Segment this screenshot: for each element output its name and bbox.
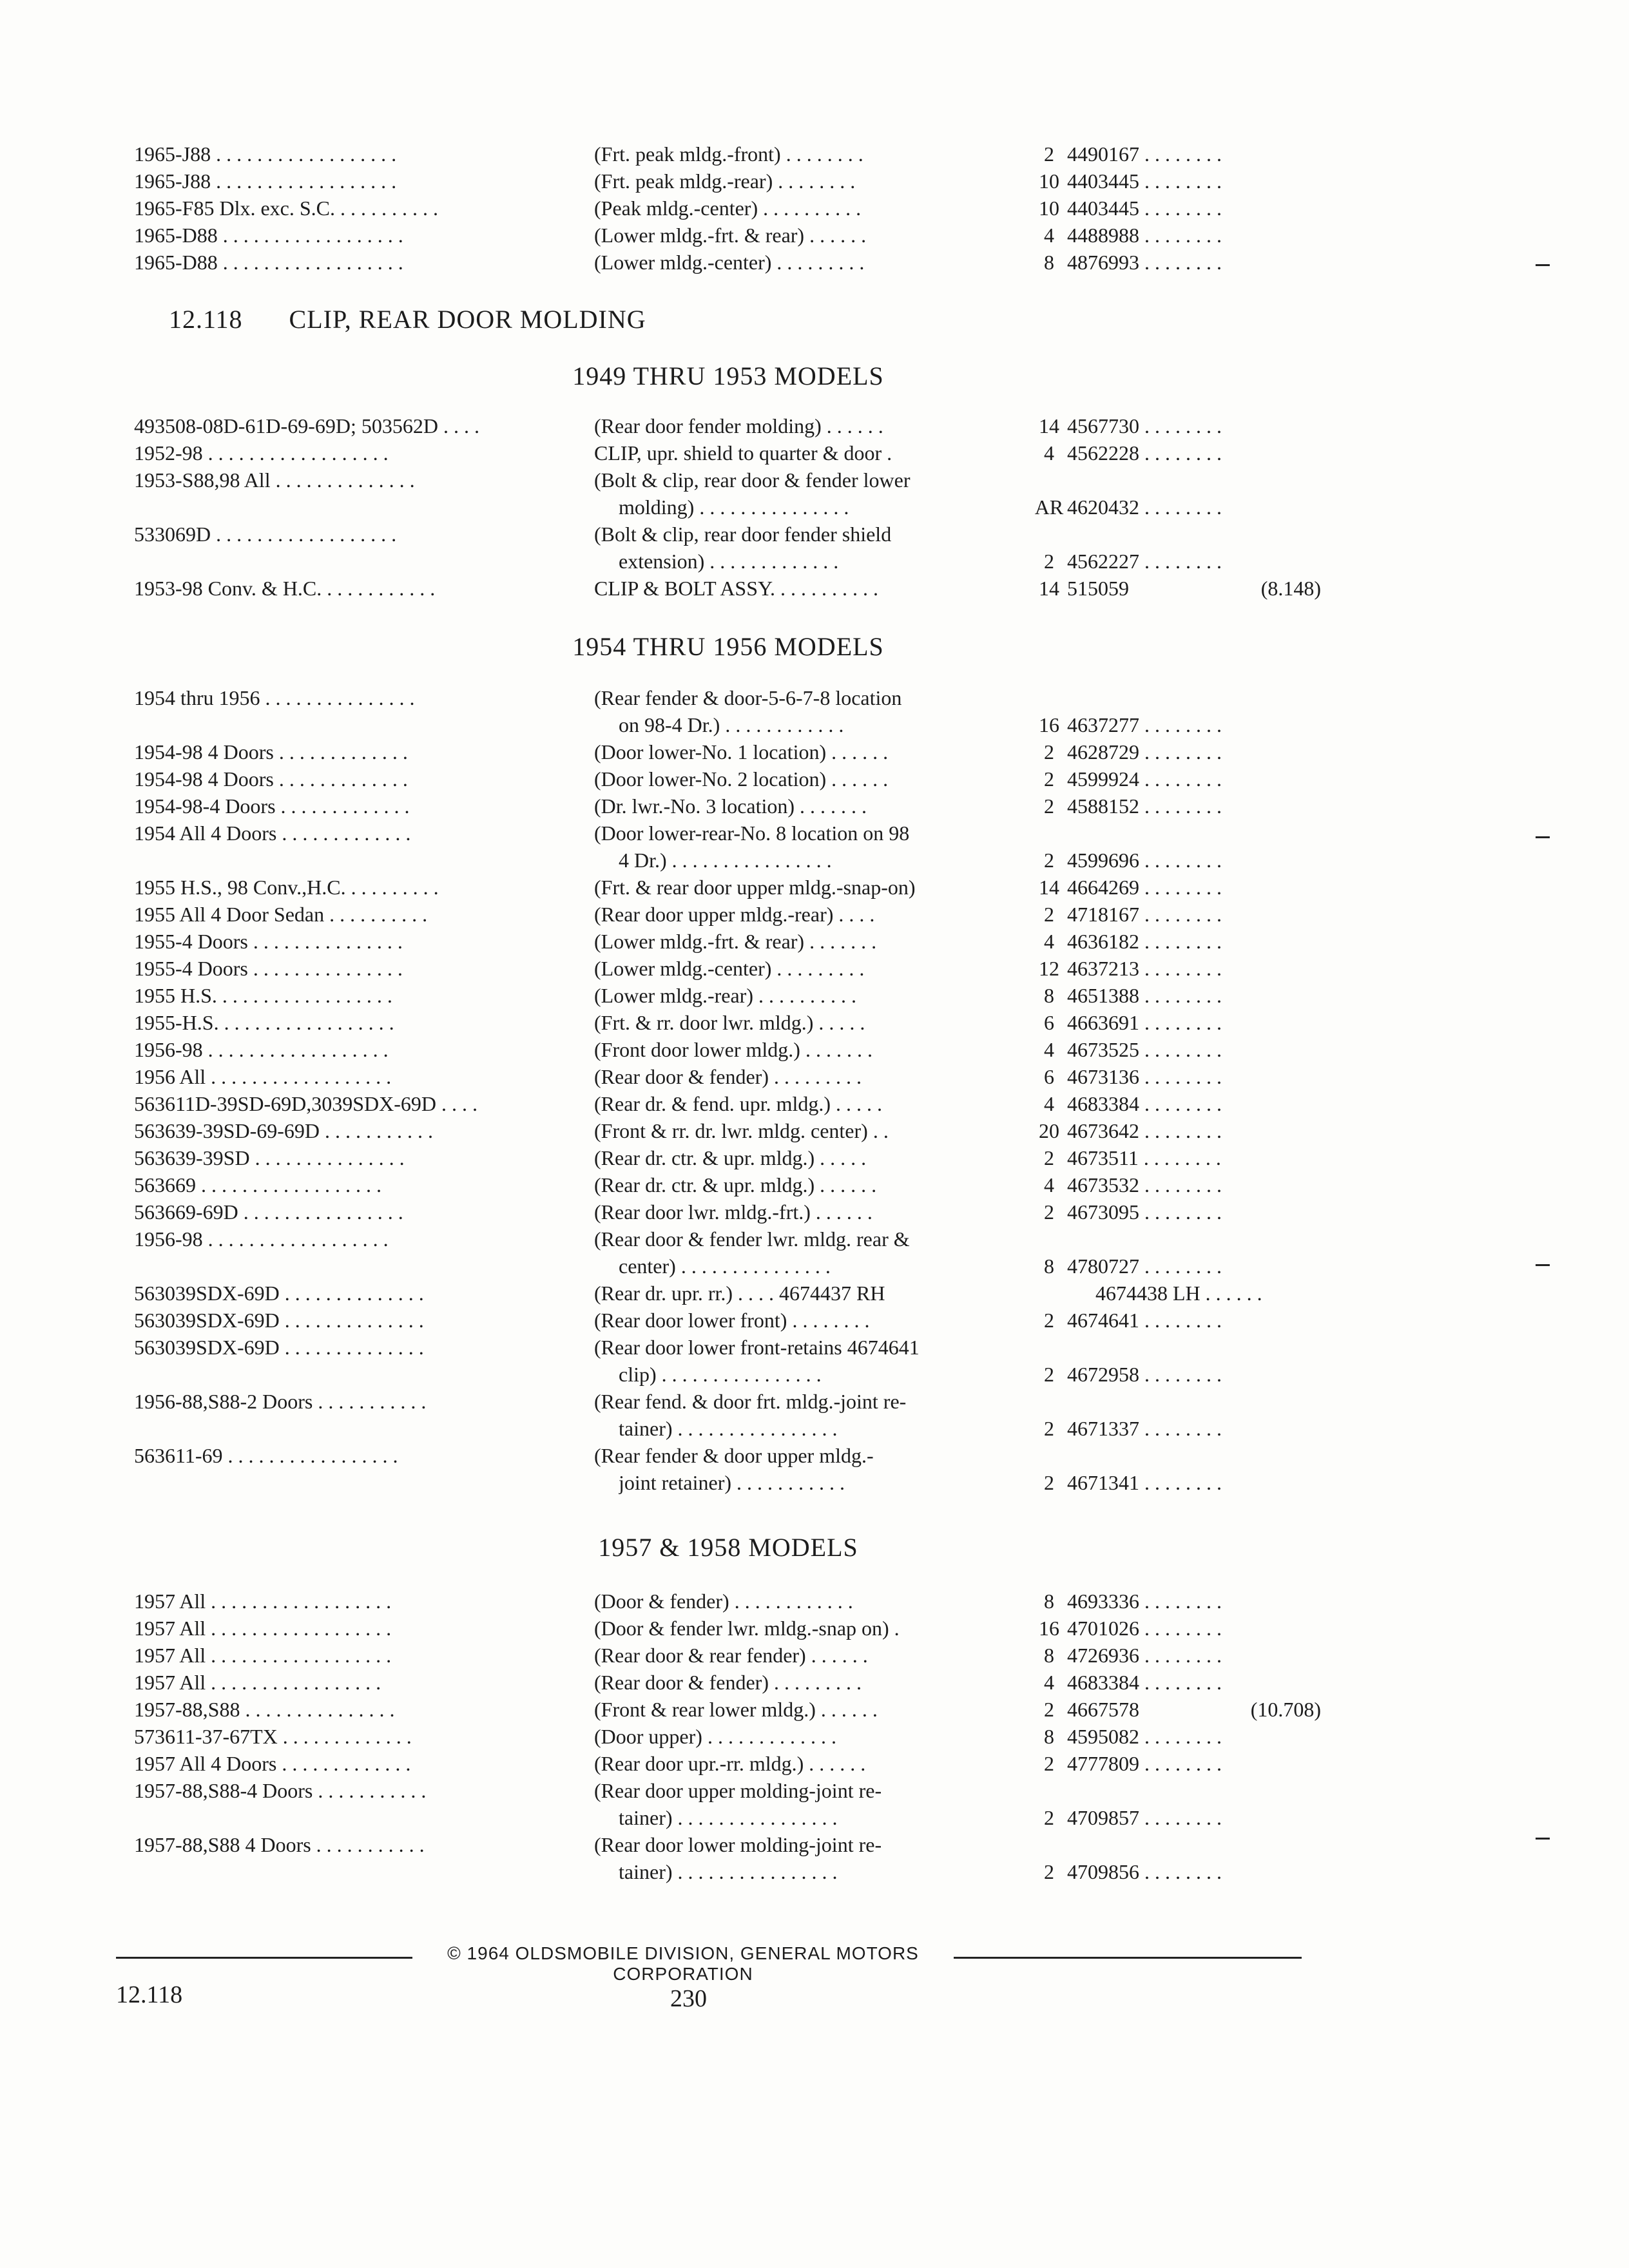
quantity-cell: 12	[1039, 957, 1059, 980]
quantity-cell: 10	[1039, 197, 1059, 220]
quantity-cell: 2	[1044, 1146, 1054, 1169]
margin-mark	[1536, 836, 1550, 838]
model-cell: 1957 All . . . . . . . . . . . . . . . . . .	[134, 1617, 392, 1640]
part-number-cell: 4667578	[1067, 1698, 1139, 1721]
quantity-cell: 2	[1044, 1309, 1054, 1332]
margin-mark	[1536, 264, 1550, 266]
subsection-title: 1957 & 1958 MODELS	[598, 1533, 858, 1562]
quantity-cell: 2	[1044, 740, 1054, 764]
reference-cell: (8.148)	[1260, 577, 1321, 600]
description-cell: (Lower mldg.-frt. & rear) . . . . . . .	[594, 930, 877, 953]
part-number-cell: 4620432 . . . . . . . .	[1067, 495, 1222, 519]
subsection-title: 1949 THRU 1953 MODELS	[572, 361, 884, 390]
description-cell: (Bolt & clip, rear door fender shield	[594, 523, 892, 546]
description-cell: (Door lower-No. 1 location) . . . . . .	[594, 740, 889, 764]
description-cell: CLIP & BOLT ASSY. . . . . . . . . . .	[594, 577, 878, 600]
description-cell: molding) . . . . . . . . . . . . . . .	[619, 495, 849, 519]
quantity-cell: 8	[1044, 251, 1054, 274]
description-cell: (Rear fender & door upper mldg.-	[594, 1444, 874, 1467]
quantity-cell: 8	[1044, 1644, 1054, 1667]
model-cell: 1957 All . . . . . . . . . . . . . . . . . .	[134, 1644, 392, 1667]
description-cell: (Rear door & rear fender) . . . . . .	[594, 1644, 868, 1667]
part-number-cell: 4674438 LH . . . . . .	[1095, 1282, 1262, 1305]
part-number-cell: 4673511 . . . . . . . .	[1067, 1146, 1221, 1169]
quantity-cell: 4	[1044, 1173, 1054, 1196]
part-number-cell: 4671337 . . . . . . . .	[1067, 1417, 1222, 1440]
part-number-cell: 4709856 . . . . . . . .	[1067, 1860, 1222, 1883]
description-cell: (Rear door lwr. mldg.-frt.) . . . . . .	[594, 1200, 872, 1224]
description-cell: tainer) . . . . . . . . . . . . . . . .	[619, 1806, 838, 1829]
description-cell: (Rear door & fender lwr. mldg. rear &	[594, 1227, 910, 1251]
quantity-cell: 4	[1044, 1092, 1054, 1115]
description-cell: (Rear fend. & door frt. mldg.-joint re-	[594, 1390, 907, 1413]
part-number-cell: 4567730 . . . . . . . .	[1067, 414, 1222, 437]
quantity-cell: 6	[1044, 1065, 1054, 1088]
model-cell: 1955 H.S., 98 Conv.,H.C. . . . . . . . . .	[134, 876, 439, 899]
quantity-cell: 4	[1044, 441, 1054, 465]
description-cell: (Door lower-rear-No. 8 location on 98	[594, 822, 910, 845]
part-number-cell: 4562227 . . . . . . . .	[1067, 550, 1222, 573]
model-cell: 1956-98 . . . . . . . . . . . . . . . . . .	[134, 1038, 389, 1061]
description-cell: (Bolt & clip, rear door & fender lower	[594, 468, 911, 492]
part-number-cell: 4599924 . . . . . . . .	[1067, 767, 1222, 791]
part-number-cell: 515059	[1067, 577, 1129, 600]
description-cell: 4 Dr.) . . . . . . . . . . . . . . . .	[619, 849, 832, 872]
model-cell: 493508-08D-61D-69-69D; 503562D . . . .	[134, 414, 479, 437]
model-cell: 1954-98-4 Doors . . . . . . . . . . . . .	[134, 794, 410, 818]
part-number-cell: 4651388 . . . . . . . .	[1067, 984, 1222, 1007]
model-cell: 563039SDX-69D . . . . . . . . . . . . . .	[134, 1309, 424, 1332]
model-cell: 1953-S88,98 All . . . . . . . . . . . . . .	[134, 468, 415, 492]
description-cell: (Rear fender & door-5-6-7-8 location	[594, 686, 902, 709]
part-number-cell: 4683384 . . . . . . . .	[1067, 1671, 1222, 1694]
part-number-cell: 4709857 . . . . . . . .	[1067, 1806, 1222, 1829]
model-cell: 563639-39SD . . . . . . . . . . . . . . .	[134, 1146, 405, 1169]
model-cell: 563611D-39SD-69D,3039SDX-69D . . . .	[134, 1092, 478, 1115]
part-number-cell: 4490167 . . . . . . . .	[1067, 142, 1222, 166]
part-number-cell: 4726936 . . . . . . . .	[1067, 1644, 1222, 1667]
model-cell: 1956 All . . . . . . . . . . . . . . . . . .	[134, 1065, 392, 1088]
quantity-cell: 14	[1039, 876, 1059, 899]
quantity-cell: 2	[1044, 1471, 1054, 1494]
description-cell: (Rear door fender molding) . . . . . .	[594, 414, 883, 437]
description-cell: (Rear door lower front-retains 4674641	[594, 1336, 920, 1359]
description-cell: on 98-4 Dr.) . . . . . . . . . . . .	[619, 713, 844, 736]
part-number-cell: 4637277 . . . . . . . .	[1067, 713, 1222, 736]
footer-rule-right	[954, 1957, 1302, 1959]
part-number-cell: 4562228 . . . . . . . .	[1067, 441, 1222, 465]
part-number-cell: 4683384 . . . . . . . .	[1067, 1092, 1222, 1115]
quantity-cell: 2	[1044, 1200, 1054, 1224]
quantity-cell: 2	[1044, 1752, 1054, 1775]
part-number-cell: 4664269 . . . . . . . .	[1067, 876, 1222, 899]
description-cell: (Rear dr. ctr. & upr. mldg.) . . . . . .	[594, 1173, 877, 1196]
part-number-cell: 4588152 . . . . . . . .	[1067, 794, 1222, 818]
description-cell: (Front door lower mldg.) . . . . . . .	[594, 1038, 872, 1061]
part-number-cell: 4674641 . . . . . . . .	[1067, 1309, 1222, 1332]
quantity-cell: 2	[1044, 903, 1054, 926]
part-number-cell: 4673532 . . . . . . . .	[1067, 1173, 1222, 1196]
part-number-cell: 4628729 . . . . . . . .	[1067, 740, 1222, 764]
part-number-cell: 4876993 . . . . . . . .	[1067, 251, 1222, 274]
part-number-cell: 4637213 . . . . . . . .	[1067, 957, 1222, 980]
description-cell: (Rear dr. upr. rr.) . . . . 4674437 RH	[594, 1282, 885, 1305]
part-number-cell: 4673136 . . . . . . . .	[1067, 1065, 1222, 1088]
quantity-cell: 16	[1039, 1617, 1059, 1640]
model-cell: 563639-39SD-69-69D . . . . . . . . . . .	[134, 1119, 433, 1142]
description-cell: (Rear door upper mldg.-rear) . . . .	[594, 903, 875, 926]
model-cell: 1957-88,S88 . . . . . . . . . . . . . . .	[134, 1698, 395, 1721]
model-cell: 1965-J88 . . . . . . . . . . . . . . . . . .	[134, 169, 397, 193]
description-cell: (Rear dr. & fend. upr. mldg.) . . . . .	[594, 1092, 883, 1115]
part-number-cell: 4403445 . . . . . . . .	[1067, 197, 1222, 220]
part-number-cell: 4693336 . . . . . . . .	[1067, 1590, 1222, 1613]
description-cell: (Rear door & fender) . . . . . . . . .	[594, 1671, 862, 1694]
description-cell: (Frt. peak mldg.-front) . . . . . . . .	[594, 142, 863, 166]
part-number-cell: 4701026 . . . . . . . .	[1067, 1617, 1222, 1640]
model-cell: 533069D . . . . . . . . . . . . . . . . . .	[134, 523, 397, 546]
quantity-cell: 8	[1044, 1725, 1054, 1748]
part-number-cell: 4673642 . . . . . . . .	[1067, 1119, 1222, 1142]
table-row-continuation	[0, 1469, 1629, 1501]
description-cell: (Frt. & rear door upper mldg.-snap-on)	[594, 876, 916, 899]
part-number-cell: 4599696 . . . . . . . .	[1067, 849, 1222, 872]
part-number-cell: 4595082 . . . . . . . .	[1067, 1725, 1222, 1748]
description-cell: (Dr. lwr.-No. 3 location) . . . . . . .	[594, 794, 867, 818]
description-cell: clip) . . . . . . . . . . . . . . . .	[619, 1363, 822, 1386]
part-number-cell: 4488988 . . . . . . . .	[1067, 224, 1222, 247]
section-title: CLIP, REAR DOOR MOLDING	[289, 305, 646, 334]
model-cell: 1954 All 4 Doors . . . . . . . . . . . . .	[134, 822, 411, 845]
quantity-cell: 4	[1044, 1038, 1054, 1061]
quantity-cell: 4	[1044, 1671, 1054, 1694]
quantity-cell: AR	[1034, 495, 1064, 519]
model-cell: 1965-F85 Dlx. exc. S.C. . . . . . . . . . .	[134, 197, 438, 220]
quantity-cell: 2	[1044, 767, 1054, 791]
model-cell: 1965-D88 . . . . . . . . . . . . . . . . . .	[134, 224, 403, 247]
quantity-cell: 2	[1044, 1698, 1054, 1721]
description-cell: (Door lower-No. 2 location) . . . . . .	[594, 767, 889, 791]
description-cell: (Lower mldg.-frt. & rear) . . . . . .	[594, 224, 867, 247]
description-cell: (Rear door lower front) . . . . . . . .	[594, 1309, 870, 1332]
quantity-cell: 8	[1044, 984, 1054, 1007]
section-heading	[169, 304, 646, 334]
description-cell: (Rear door upper molding-joint re-	[594, 1779, 882, 1802]
description-cell: (Frt. peak mldg.-rear) . . . . . . . .	[594, 169, 856, 193]
model-cell: 1955 H.S. . . . . . . . . . . . . . . . . .	[134, 984, 392, 1007]
description-cell: (Door & fender lwr. mldg.-snap on) .	[594, 1617, 900, 1640]
margin-mark	[1536, 1838, 1550, 1840]
part-number-cell: 4403445 . . . . . . . .	[1067, 169, 1222, 193]
quantity-cell: 14	[1039, 577, 1059, 600]
description-cell: (Front & rr. dr. lwr. mldg. center) . .	[594, 1119, 889, 1142]
description-cell: tainer) . . . . . . . . . . . . . . . .	[619, 1417, 838, 1440]
table-row-continuation	[0, 1858, 1629, 1890]
model-cell: 1965-D88 . . . . . . . . . . . . . . . . . .	[134, 251, 403, 274]
model-cell: 1957 All . . . . . . . . . . . . . . . . .	[134, 1671, 381, 1694]
model-cell: 1956-88,S88-2 Doors . . . . . . . . . . .	[134, 1390, 427, 1413]
description-cell: center) . . . . . . . . . . . . . . .	[619, 1254, 831, 1278]
part-number-cell: 4780727 . . . . . . . .	[1067, 1254, 1222, 1278]
model-cell: 563039SDX-69D . . . . . . . . . . . . . .	[134, 1336, 424, 1359]
model-cell: 1954-98 4 Doors . . . . . . . . . . . . .	[134, 740, 408, 764]
table-row	[0, 249, 1629, 281]
footer-rule-left	[116, 1957, 412, 1959]
model-cell: 1954 thru 1956 . . . . . . . . . . . . . . .	[134, 686, 415, 709]
copyright-notice: © 1964 OLDSMOBILE DIVISION, GENERAL MOTORS CORPORATION	[447, 1943, 919, 1984]
model-cell: 1957 All 4 Doors . . . . . . . . . . . . .	[134, 1752, 411, 1775]
model-cell: 563039SDX-69D . . . . . . . . . . . . . .	[134, 1282, 424, 1305]
model-cell: 1955 All 4 Door Sedan . . . . . . . . . .	[134, 903, 428, 926]
model-cell: 1952-98 . . . . . . . . . . . . . . . . . .	[134, 441, 389, 465]
description-cell: (Lower mldg.-rear) . . . . . . . . . .	[594, 984, 856, 1007]
part-number-cell: 4636182 . . . . . . . .	[1067, 930, 1222, 953]
description-cell: (Rear door lower molding-joint re-	[594, 1833, 882, 1856]
part-number-cell: 4672958 . . . . . . . .	[1067, 1363, 1222, 1386]
model-cell: 1954-98 4 Doors . . . . . . . . . . . . .	[134, 767, 408, 791]
model-cell: 573611-37-67TX . . . . . . . . . . . . .	[134, 1725, 412, 1748]
reference-cell: (10.708)	[1250, 1698, 1321, 1721]
page-number: 230	[670, 1985, 707, 2012]
model-cell: 1956-98 . . . . . . . . . . . . . . . . . .	[134, 1227, 389, 1251]
quantity-cell: 8	[1044, 1590, 1054, 1613]
quantity-cell: 8	[1044, 1254, 1054, 1278]
model-cell: 563669 . . . . . . . . . . . . . . . . . .	[134, 1173, 381, 1196]
description-cell: extension) . . . . . . . . . . . . .	[619, 550, 839, 573]
margin-mark	[1536, 1264, 1550, 1266]
description-cell: (Front & rear lower mldg.) . . . . . .	[594, 1698, 878, 1721]
description-cell: (Peak mldg.-center) . . . . . . . . . .	[594, 197, 862, 220]
model-cell: 1957-88,S88 4 Doors . . . . . . . . . . .	[134, 1833, 425, 1856]
model-cell: 1955-4 Doors . . . . . . . . . . . . . . .	[134, 930, 403, 953]
description-cell: (Rear door & fender) . . . . . . . . .	[594, 1065, 862, 1088]
description-cell: (Door upper) . . . . . . . . . . . . .	[594, 1725, 836, 1748]
model-cell: 563669-69D . . . . . . . . . . . . . . . .	[134, 1200, 403, 1224]
description-cell: (Frt. & rr. door lwr. mldg.) . . . . .	[594, 1011, 865, 1034]
model-cell: 1955-4 Doors . . . . . . . . . . . . . . .	[134, 957, 403, 980]
description-cell: (Lower mldg.-center) . . . . . . . . .	[594, 251, 865, 274]
part-number-cell: 4671341 . . . . . . . .	[1067, 1471, 1222, 1494]
quantity-cell: 2	[1044, 1363, 1054, 1386]
quantity-cell: 2	[1044, 849, 1054, 872]
quantity-cell: 2	[1044, 1860, 1054, 1883]
quantity-cell: 14	[1039, 414, 1059, 437]
quantity-cell: 20	[1039, 1119, 1059, 1142]
quantity-cell: 4	[1044, 930, 1054, 953]
model-cell: 1953-98 Conv. & H.C. . . . . . . . . . . .	[134, 577, 436, 600]
quantity-cell: 2	[1044, 142, 1054, 166]
model-cell: 1955-H.S. . . . . . . . . . . . . . . . . .	[134, 1011, 394, 1034]
quantity-cell: 6	[1044, 1011, 1054, 1034]
footer-section-number: 12.118	[116, 1981, 183, 2008]
quantity-cell: 2	[1044, 550, 1054, 573]
description-cell: joint retainer) . . . . . . . . . . .	[619, 1471, 845, 1494]
part-number-cell: 4673525 . . . . . . . .	[1067, 1038, 1222, 1061]
quantity-cell: 4	[1044, 224, 1054, 247]
part-number-cell: 4718167 . . . . . . . .	[1067, 903, 1222, 926]
subsection-title: 1954 THRU 1956 MODELS	[572, 632, 884, 661]
quantity-cell: 2	[1044, 1806, 1054, 1829]
description-cell: (Lower mldg.-center) . . . . . . . . .	[594, 957, 865, 980]
description-cell: (Rear door upr.-rr. mldg.) . . . . . .	[594, 1752, 866, 1775]
description-cell: tainer) . . . . . . . . . . . . . . . .	[619, 1860, 838, 1883]
model-cell: 563611-69 . . . . . . . . . . . . . . . . .	[134, 1444, 398, 1467]
model-cell: 1957 All . . . . . . . . . . . . . . . . . .	[134, 1590, 392, 1613]
part-number-cell: 4673095 . . . . . . . .	[1067, 1200, 1222, 1224]
section-number: 12.118	[169, 305, 243, 334]
table-row	[0, 575, 1629, 607]
description-cell: (Door & fender) . . . . . . . . . . . .	[594, 1590, 853, 1613]
quantity-cell: 10	[1039, 169, 1059, 193]
quantity-cell: 2	[1044, 794, 1054, 818]
quantity-cell: 2	[1044, 1417, 1054, 1440]
description-cell: (Rear dr. ctr. & upr. mldg.) . . . . .	[594, 1146, 867, 1169]
model-cell: 1957-88,S88-4 Doors . . . . . . . . . . .	[134, 1779, 427, 1802]
part-number-cell: 4663691 . . . . . . . .	[1067, 1011, 1222, 1034]
quantity-cell: 16	[1039, 713, 1059, 736]
description-cell: CLIP, upr. shield to quarter & door .	[594, 441, 892, 465]
part-number-cell: 4777809 . . . . . . . .	[1067, 1752, 1222, 1775]
model-cell: 1965-J88 . . . . . . . . . . . . . . . . . .	[134, 142, 397, 166]
